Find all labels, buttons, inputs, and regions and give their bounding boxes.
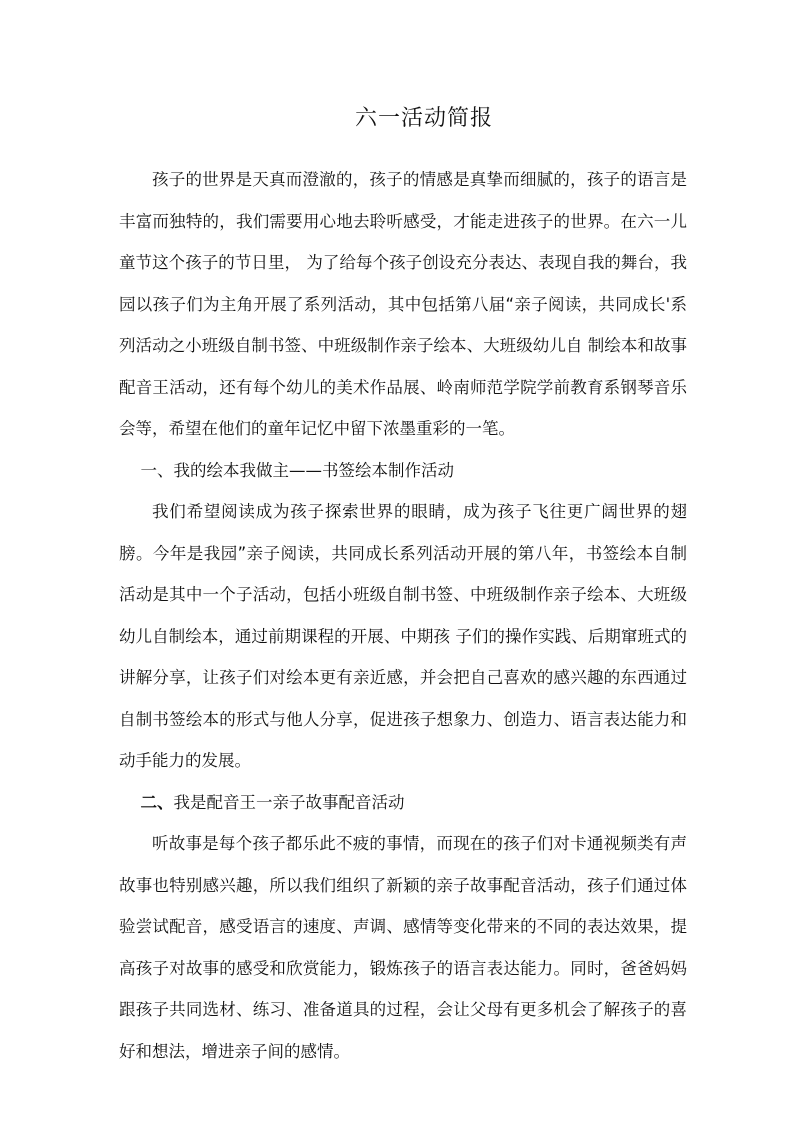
section-heading-1-text: 我的绘本我做主——书签绘本制作活动: [173, 460, 454, 480]
section-heading-2: [119, 782, 687, 824]
section-heading-2-text: 我是配音王一亲子故事配音活动: [173, 792, 405, 812]
section-2-paragraph: 听故事是每个孩子都乐此不疲的事情，而现在的孩子们对卡通视频类有声故事也特别感兴趣，所以我们组织了新颖的亲子故事配音活动，孩子们通过体验尝试配音，感受语言的速度、声调、感情等变化带来的不同的表达效果，提高孩子对故事的感受和欣赏能力，锻炼孩子的语言表达能力。同时，爸爸妈妈跟孩子共同选材、练习、准备道具的过程，会让父母有更多机会了解孩子的喜好和想法，增进亲子间的感情。: [119, 834, 687, 1061]
intro-paragraph: 孩子的世界是天真而澄澈的，孩子的情感是真挚而细腻的，孩子的语言是丰富而独特的，我们需要用心地去聆听感受，才能走进孩子的世界。在六一儿童节这个孩子的节日里， 为了给每个孩子创设充分表达、表现自我的舞台，我园以孩子们为主角开展了系列活动，其中包括第八届“亲子阅读，共同成长'系列活动之小班级自制书签、中班级制作亲子绘本、大班级幼儿自 制绘本和故事配音王活动，还有每个幼儿的美术作品展、岭南师范学院学前教育系钢琴音乐会等，希望在他们的童年记忆中留下浓墨重彩的一笔。: [119, 170, 687, 438]
page-title: 六一活动简报: [354, 106, 493, 131]
section-heading-1: [119, 450, 687, 492]
section-number-1: 一、: [140, 460, 174, 480]
section-1-paragraph: 我们希望阅读成为孩子探索世界的眼睛，成为孩子飞往更广阔世界的翅膀。今年是我园”亲子阅读，共同成长系列活动开展的第八年，书签绘本自制活动是其中一个子活动，包括小班级自制书签、中班级制作亲子绘本、大班级幼儿自制绘本，通过前期课程的开展、中期孩 子们的操作实践、后期窜班式的讲解分享，让孩子们对绘本更有亲近感，并会把自己喜欢的感兴趣的东西通过自制书签绘本的形式与他人分享，促进孩子想象力、创造力、语言表达能力和动手能力的发展。: [119, 502, 687, 770]
document-body: [119, 159, 687, 1072]
section-number-2: 二、: [140, 792, 174, 812]
